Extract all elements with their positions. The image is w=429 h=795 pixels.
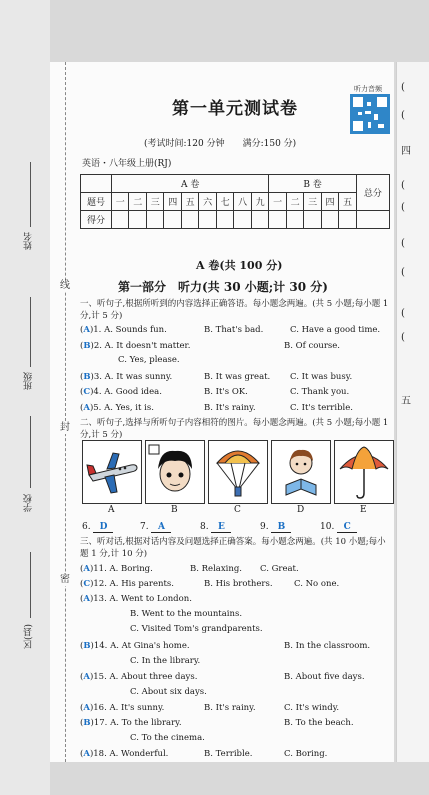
option-a: A. It doesn't matter. <box>104 341 191 351</box>
question-row: (B)2. A. It doesn't matter. <box>80 341 191 351</box>
score-cell[interactable] <box>321 211 338 229</box>
answer: A <box>83 325 90 335</box>
binding-line <box>65 62 66 762</box>
q-num: 3. <box>93 372 102 382</box>
picture-label: B <box>171 505 178 515</box>
question-row: (C)4. A. Good idea. <box>80 387 162 397</box>
strip-char: 四 <box>401 146 411 157</box>
option-a: A. Sounds fun. <box>104 325 167 335</box>
answer: A <box>83 703 90 713</box>
q-num: 7. <box>140 522 149 532</box>
blank-answer[interactable] <box>82 522 113 533</box>
option-b: B. It's OK. <box>204 387 248 397</box>
option-c: C. Visited Tom's grandparents. <box>130 624 263 634</box>
class-label: 班级 <box>24 372 34 390</box>
score-cell[interactable] <box>164 211 181 229</box>
name-label: 姓名 <box>24 232 34 250</box>
table-cell: 九 <box>251 193 268 211</box>
score-cell[interactable] <box>286 211 303 229</box>
district-field[interactable] <box>22 624 36 649</box>
q-num: 9. <box>260 522 269 532</box>
table-cell: 一 <box>269 193 286 211</box>
strip-char: ( <box>401 180 405 191</box>
answer: B <box>271 522 291 533</box>
answer: C <box>337 522 357 533</box>
option-b: B. Went to the mountains. <box>130 609 243 619</box>
s3-instructions: 三、听对话,根据对话内容及问题选择正确答案。每小题念两遍。(共 10 小题;每小题 1 分,计 10 分) <box>80 537 386 559</box>
option-c: C. It's windy. <box>284 703 340 713</box>
airplane-picture <box>82 440 142 504</box>
answer: B <box>83 718 91 728</box>
question-row: (B)14. A. At Gina's home. <box>80 641 190 651</box>
option-a: A. His parents. <box>109 579 174 589</box>
page-title: 第一单元测试卷 <box>172 99 298 119</box>
table-cell: 三 <box>304 193 321 211</box>
score-cell[interactable] <box>251 211 268 229</box>
next-page-strip <box>396 62 429 762</box>
parachute-picture <box>208 440 268 504</box>
table-cell: 七 <box>216 193 233 211</box>
option-a: A. At Gina's home. <box>110 641 190 651</box>
option-a: A. Boring. <box>109 564 153 574</box>
score-cell[interactable] <box>304 211 321 229</box>
option-b: B. It's rainy. <box>204 703 256 713</box>
name-field[interactable] <box>22 232 36 250</box>
score-cell[interactable] <box>146 211 163 229</box>
q-num: 10. <box>320 522 335 532</box>
q-num: 5. <box>93 403 102 413</box>
question-row: (A)1. A. Sounds fun. <box>80 325 167 335</box>
question-row: (A)5. A. Yes, it is. <box>80 403 154 413</box>
district-line <box>30 552 31 618</box>
question-row: (B)3. A. It was sunny. <box>80 372 173 382</box>
strip-char: ( <box>401 202 405 213</box>
part1-title: 第一部分 听力(共 30 小题;计 30 分) <box>118 280 328 294</box>
table-cell: 题号 <box>81 193 112 211</box>
score-cell[interactable] <box>129 211 146 229</box>
q-num: 13. <box>93 594 107 604</box>
option-c: C. No one. <box>294 579 340 589</box>
girl-reading-picture <box>271 440 331 504</box>
q-num: 17. <box>93 718 108 728</box>
option-a: A. Went to London. <box>109 594 192 604</box>
district-label: 区(县) <box>24 624 34 650</box>
school-field[interactable] <box>22 494 36 512</box>
q-num: 12. <box>93 579 107 589</box>
option-c: C. Boring. <box>284 749 328 759</box>
question-row: (A)18. A. Wonderful. <box>80 749 169 759</box>
blank-answer[interactable] <box>260 522 291 533</box>
table-cell: 三 <box>146 193 163 211</box>
answer: E <box>211 522 231 533</box>
option-c: C. In the library. <box>130 656 201 666</box>
strip-char: ( <box>401 82 405 93</box>
question-row: (B)17. A. To the library. <box>80 718 182 728</box>
strip-char: ( <box>401 267 405 278</box>
option-a: A. Good idea. <box>104 387 162 397</box>
q-num: 4. <box>93 387 102 397</box>
left-gutter <box>0 0 50 795</box>
score-cell[interactable] <box>112 211 129 229</box>
strip-char: 五 <box>401 396 411 407</box>
bind-char-seal: 封 <box>60 422 70 433</box>
q-num: 14. <box>93 641 108 651</box>
answer: C <box>83 387 91 397</box>
answer: C <box>83 579 91 589</box>
score-cell[interactable] <box>356 211 389 229</box>
strip-char: ( <box>401 308 405 319</box>
strip-char: ( <box>401 110 405 121</box>
score-cell[interactable] <box>339 211 356 229</box>
question-row: (A)16. A. It's sunny. <box>80 703 165 713</box>
table-cell: 五 <box>181 193 198 211</box>
q-num: 18. <box>93 749 107 759</box>
answer: B <box>83 641 91 651</box>
school-label: 学校 <box>24 494 34 512</box>
score-cell[interactable] <box>216 211 233 229</box>
bind-char-close: 密 <box>60 574 70 585</box>
option-a: A. About three days. <box>109 672 198 682</box>
option-a: A. Yes, it is. <box>104 403 154 413</box>
table-cell: 得分 <box>81 211 112 229</box>
answer: B <box>83 372 91 382</box>
answer: A <box>151 522 171 533</box>
section-a-header: A 卷 <box>112 175 269 193</box>
option-a: A. It's sunny. <box>109 703 165 713</box>
total-header: 总分 <box>356 175 389 211</box>
option-b: B. In the classroom. <box>284 641 371 651</box>
table-cell: 二 <box>129 193 146 211</box>
q-num: 8. <box>200 522 209 532</box>
answer: B <box>83 341 91 351</box>
umbrella-picture <box>334 440 394 504</box>
table-cell: 八 <box>234 193 251 211</box>
table-cell: 五 <box>339 193 356 211</box>
s2-instructions: 二、听句子,选择与所听句子内容相符的图片。每小题念两遍。(共 5 小题;每小题 1 分,计 5 分) <box>80 418 389 440</box>
strip-char: ( <box>401 332 405 343</box>
blank-answer[interactable] <box>200 522 231 533</box>
s1-instructions: 一、听句子,根据所听到的内容选择正确答语。每小题念两遍。(共 5 小题;每小题 1 分,计 5 分) <box>80 299 389 321</box>
question-row: (A)11. A. Boring. <box>80 564 153 574</box>
score-cell[interactable] <box>234 211 251 229</box>
option-c: C. It was busy. <box>290 372 353 382</box>
option-c: C. To the cinema. <box>130 733 205 743</box>
answer: D <box>93 522 113 533</box>
class-line <box>30 297 31 367</box>
section-b-header: B 卷 <box>269 175 356 193</box>
score-cell[interactable] <box>269 211 286 229</box>
question-row: (A)13. A. Went to London. <box>80 594 192 604</box>
option-b: B. That's bad. <box>204 325 264 335</box>
option-b: B. Relaxing. <box>190 564 242 574</box>
class-field[interactable] <box>22 372 36 390</box>
option-c: C. About six days. <box>130 687 207 697</box>
section-a-title: A 卷(共 100 分) <box>196 259 283 272</box>
option-c: C. Thank you. <box>290 387 350 397</box>
bind-char-line: 线 <box>60 280 70 291</box>
option-c: C. Have a good time. <box>290 325 381 335</box>
table-cell: 四 <box>321 193 338 211</box>
answer: A <box>83 672 90 682</box>
qr-code-icon[interactable] <box>350 94 390 134</box>
answer: A <box>83 564 90 574</box>
option-b: B. It's rainy. <box>204 403 256 413</box>
score-cell[interactable] <box>199 211 216 229</box>
score-table <box>80 174 390 229</box>
q-num: 15. <box>93 672 107 682</box>
picture-label: D <box>297 505 305 515</box>
option-c: C. Great. <box>260 564 299 574</box>
school-line <box>30 416 31 488</box>
strip-char: ( <box>401 238 405 249</box>
option-b: B. Terrible. <box>204 749 253 759</box>
q-num: 1. <box>93 325 102 335</box>
option-b: B. It was great. <box>204 372 271 382</box>
blank-answer[interactable] <box>140 522 171 533</box>
picture-label: C <box>234 505 241 515</box>
option-a: A. To the library. <box>110 718 182 728</box>
answer: A <box>83 594 90 604</box>
boy-picture <box>145 440 205 504</box>
qr-label: 听力音频 <box>354 85 382 93</box>
q-num: 16. <box>93 703 107 713</box>
option-c: C. It's terrible. <box>290 403 353 413</box>
option-b: B. Of course. <box>284 341 340 351</box>
book-label: 英语・八年级上册(RJ) <box>82 159 172 169</box>
option-b: B. His brothers. <box>204 579 273 589</box>
name-line <box>30 162 31 227</box>
table-cell: 六 <box>199 193 216 211</box>
q-num: 2. <box>93 341 102 351</box>
option-b: B. To the beach. <box>284 718 354 728</box>
question-row: (A)15. A. About three days. <box>80 672 198 682</box>
table-cell: 四 <box>164 193 181 211</box>
blank-answer[interactable] <box>320 522 357 533</box>
option-a: A. Wonderful. <box>109 749 169 759</box>
option-c: C. Yes, please. <box>118 355 180 365</box>
option-b: B. About five days. <box>284 672 365 682</box>
score-cell[interactable] <box>181 211 198 229</box>
q-num: 11. <box>93 564 107 574</box>
q-num: 6. <box>82 522 91 532</box>
question-row: (C)12. A. His parents. <box>80 579 174 589</box>
exam-info: (考试时间:120 分钟 满分:150 分) <box>144 139 297 149</box>
answer: A <box>83 749 90 759</box>
table-cell: 二 <box>286 193 303 211</box>
picture-label: E <box>360 505 367 515</box>
option-a: A. It was sunny. <box>104 372 173 382</box>
picture-label: A <box>108 505 115 515</box>
answer: A <box>83 403 90 413</box>
table-cell: 一 <box>112 193 129 211</box>
